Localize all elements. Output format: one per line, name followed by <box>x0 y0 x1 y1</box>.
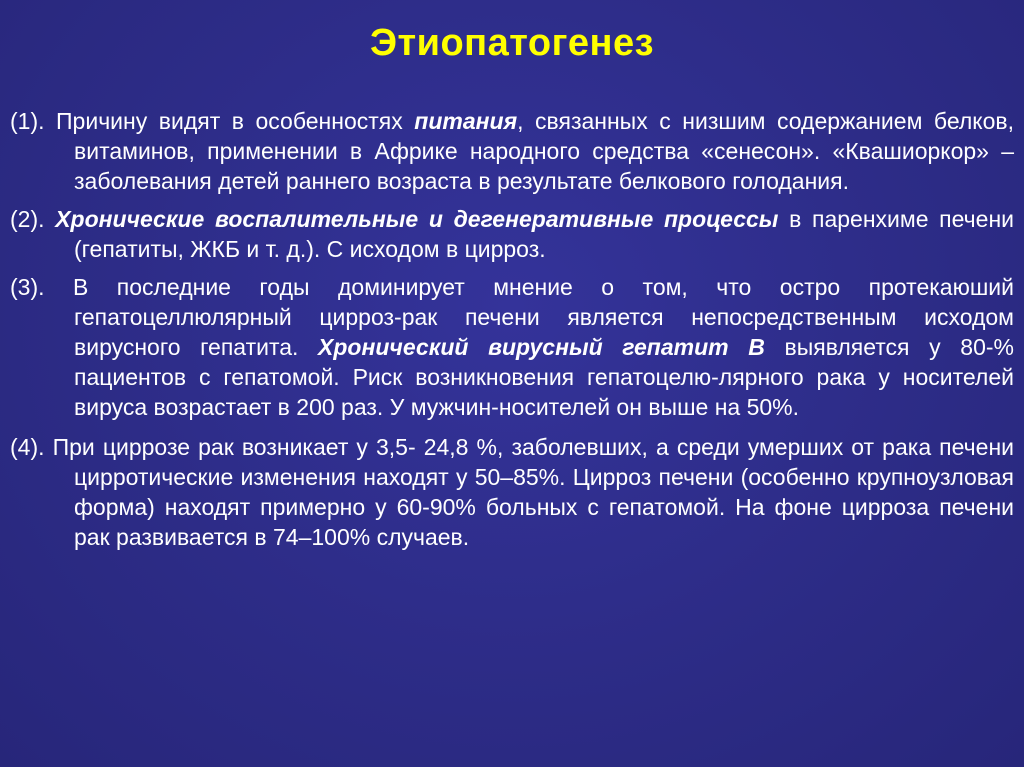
paragraph-text: , связанных с низшим содержанием белков, витаминов, применении в Африке народного средства «сенесон». «Квашиоркор» – заболевания детей раннего возраста в результате белкового голодания. <box>74 108 1014 194</box>
paragraph-number: (4). <box>10 434 45 460</box>
slide-title: Этиопатогенез <box>369 22 655 64</box>
paragraph-3 <box>10 272 1014 422</box>
paragraph-4 <box>10 432 1014 552</box>
paragraph-text: В последние годы доминирует мнение о том, что остро протекаюший гепатоцеллюлярный цирроз-рак печени является непосредственным исходом вирусного гепатита. <box>44 274 1014 360</box>
paragraph-2 <box>10 204 1014 264</box>
paragraph-number: (1). <box>10 108 45 134</box>
emphasized-term: Хронический вирусный гепатит В <box>318 334 765 360</box>
paragraph-text: При циррозе рак возникает у 3,5- 24,8 %, заболевших, а среди умерших от рака печени цирротические изменения находят у 50–85%. Цирроз печени (особенно крупноузловая форма) находят примерно у 60-90% больных с гепатомой. На фоне цирроза печени рак развивается в 74–100% случаев. <box>44 434 1014 550</box>
emphasized-term: Хронические воспалительные и дегенеративные процессы <box>55 206 779 232</box>
paragraph-text: выявляется у 80-% пациентов с гепатомой. Риск возникновения гепатоцелю-лярного рака у носителей вируса возрастает в 200 раз. У мужчин-носителей он выше на 50%. <box>74 334 1014 420</box>
paragraph-text: Причину видят в особенностях <box>44 108 415 134</box>
emphasized-term: питания <box>414 108 518 134</box>
paragraph-1 <box>10 106 1014 196</box>
paragraph-text <box>45 206 56 232</box>
paragraph-number: (2). <box>10 206 45 232</box>
paragraph-number: (3). <box>10 274 45 300</box>
slide-body <box>10 106 1014 560</box>
paragraph-text: в паренхиме печени (гепатиты, ЖКБ и т. д.). С исходом в цирроз. <box>74 206 1014 262</box>
